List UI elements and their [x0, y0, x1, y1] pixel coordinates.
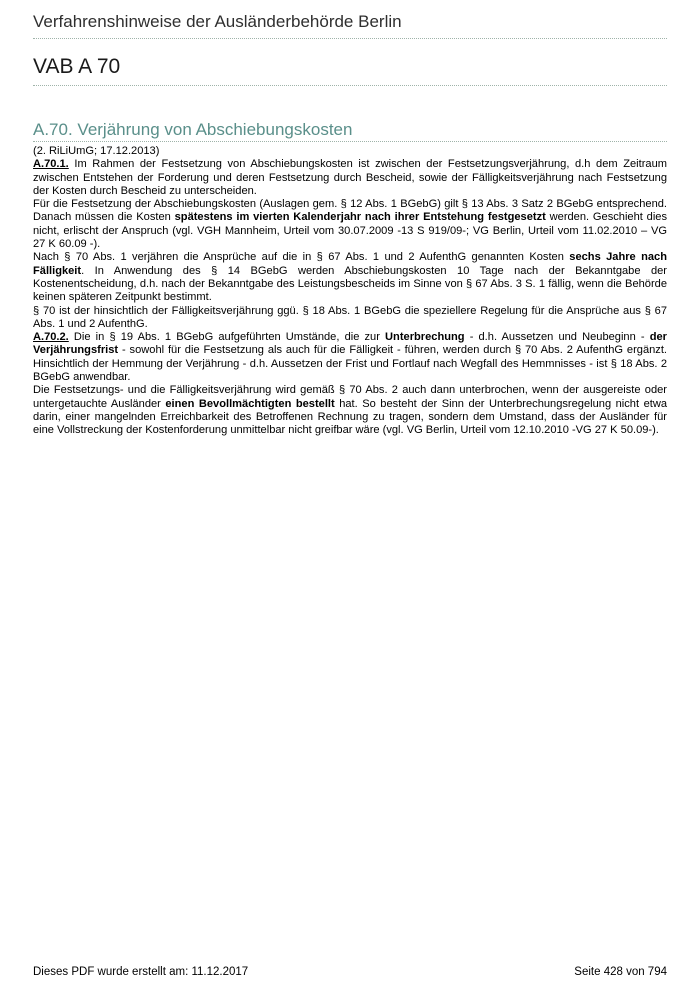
- paragraph-emphasis: einen Bevollmächtigten bestellt: [165, 397, 335, 410]
- paragraph-text: Die in § 19 Abs. 1 BGebG aufgeführten Umstände, die zur: [68, 331, 386, 344]
- document-id-heading: VAB A 70: [33, 55, 667, 86]
- footer-created-date: Dieses PDF wurde erstellt am: 11.12.2017: [33, 966, 249, 978]
- paragraph-emphasis: spätestens im vierten Kalenderjahr nach ihrer Entstehung festgesetzt: [174, 211, 546, 224]
- paragraph-emphasis: der Verjährungsfrist: [33, 331, 667, 357]
- paragraph-spezialregelung: § 70 ist der hinsichtlich der Fälligkeitsverjährung ggü. § 18 Abs. 1 BGebG die speziellere Regelung für die Ansprüche aus § 67 Abs. 1 und 2 AufenthG.: [33, 304, 667, 330]
- section-title: A.70. Verjährung von Abschiebungskosten: [33, 120, 667, 142]
- paragraph-bevollmaechtigter: [33, 384, 667, 437]
- reference-a70-1: A.70.1.: [33, 158, 69, 171]
- paragraph-text: Im Rahmen der Festsetzung von Abschiebungskosten ist zwischen der Festsetzungsverjährung, d.h dem Zeitraum zwischen Entstehen der Forderung und deren Festsetzung durch Bescheid, sowie der Fälligkeitsverjährung nach Festsetzung der Kosten durch Bescheid zu unterscheiden.: [33, 158, 667, 197]
- document-header-title: Verfahrenshinweise der Ausländerbehörde Berlin: [33, 12, 667, 39]
- paragraph-text: werden. Geschieht dies nicht, erlischt der Anspruch (vgl. VGH Mannheim, Urteil vom 30.07.2009 -13 S 919/09-; VG Berlin, Urteil vom 11.02.2010 – VG 27 K 60.09 -).: [33, 211, 668, 251]
- section-note: (2. RiLiUmG; 17.12.2013): [33, 145, 160, 157]
- paragraph-text: . In Anwendung des § 14 BGebG werden Abschiebungskosten 10 Tage nach der Bekanntgabe der Kostenentscheidung, d.h. nach der Bekanntgabe des Leistungsbescheids im Sinne von § 67 Abs. 3 S. 1 fällig, wenn die Behörde keinen späteren Zeitpunkt bestimmt.: [33, 264, 667, 304]
- paragraph-text: Für die Festsetzung der Abschiebungskosten (Auslagen gem. § 12 Abs. 1 BGebG) gilt § 13 Abs. 3 Satz 2 BGebG entsprechend. Danach müssen die Kosten: [33, 198, 667, 224]
- paragraph-emphasis: Unterbrechung: [385, 331, 465, 344]
- paragraph-text: Nach § 70 Abs. 1 verjähren die Ansprüche auf die in § 67 Abs. 1 und 2 AufenthG genannten Kosten: [33, 251, 570, 264]
- paragraph-a70-2: [33, 331, 667, 384]
- footer-page-number: Seite 428 von 794: [574, 966, 667, 978]
- paragraph-text: - d.h. Aussetzen und Neubeginn -: [464, 331, 650, 344]
- paragraph-a70-1: [33, 158, 667, 198]
- paragraph-text: hat. So besteht der Sinn der Unterbrechungsregelung nicht etwa darin, einer mangelnden Erreichbarkeit des Betroffenen Rechnung zu tragen, sondern dem Umstand, dass der Ausländer für eine Vollstreckung der Kostenforderung unmittelbar nicht greifbar wäre (vgl. VG Berlin, Urteil vom 12.10.2010 -VG 27 K 50.09-).: [33, 397, 667, 437]
- paragraph-verjaehrung: [33, 251, 667, 304]
- reference-a70-2: A.70.2.: [33, 331, 69, 344]
- paragraph-text: - sowohl für die Festsetzung als auch für die Fälligkeit - führen, werden durch § 70 Abs. 2 AufenthG ergänzt. Hinsichtlich der Hemmung der Verjährung - d.h. Aussetzen der Frist und Fortlauf nach Wegfall des Hemmnisses - ist § 18 Abs. 2 BGebG anwendbar.: [33, 344, 667, 384]
- paragraph-text: Die Festsetzungs- und die Fälligkeitsverjährung wird gemäß § 70 Abs. 2 auch dann unterbrochen, wenn der ausgereiste oder untergetauchte Ausländer: [33, 384, 667, 410]
- paragraph-emphasis: sechs Jahre nach Fälligkeit: [33, 251, 667, 277]
- paragraph-festsetzung: [33, 198, 667, 251]
- document-body: [33, 145, 667, 438]
